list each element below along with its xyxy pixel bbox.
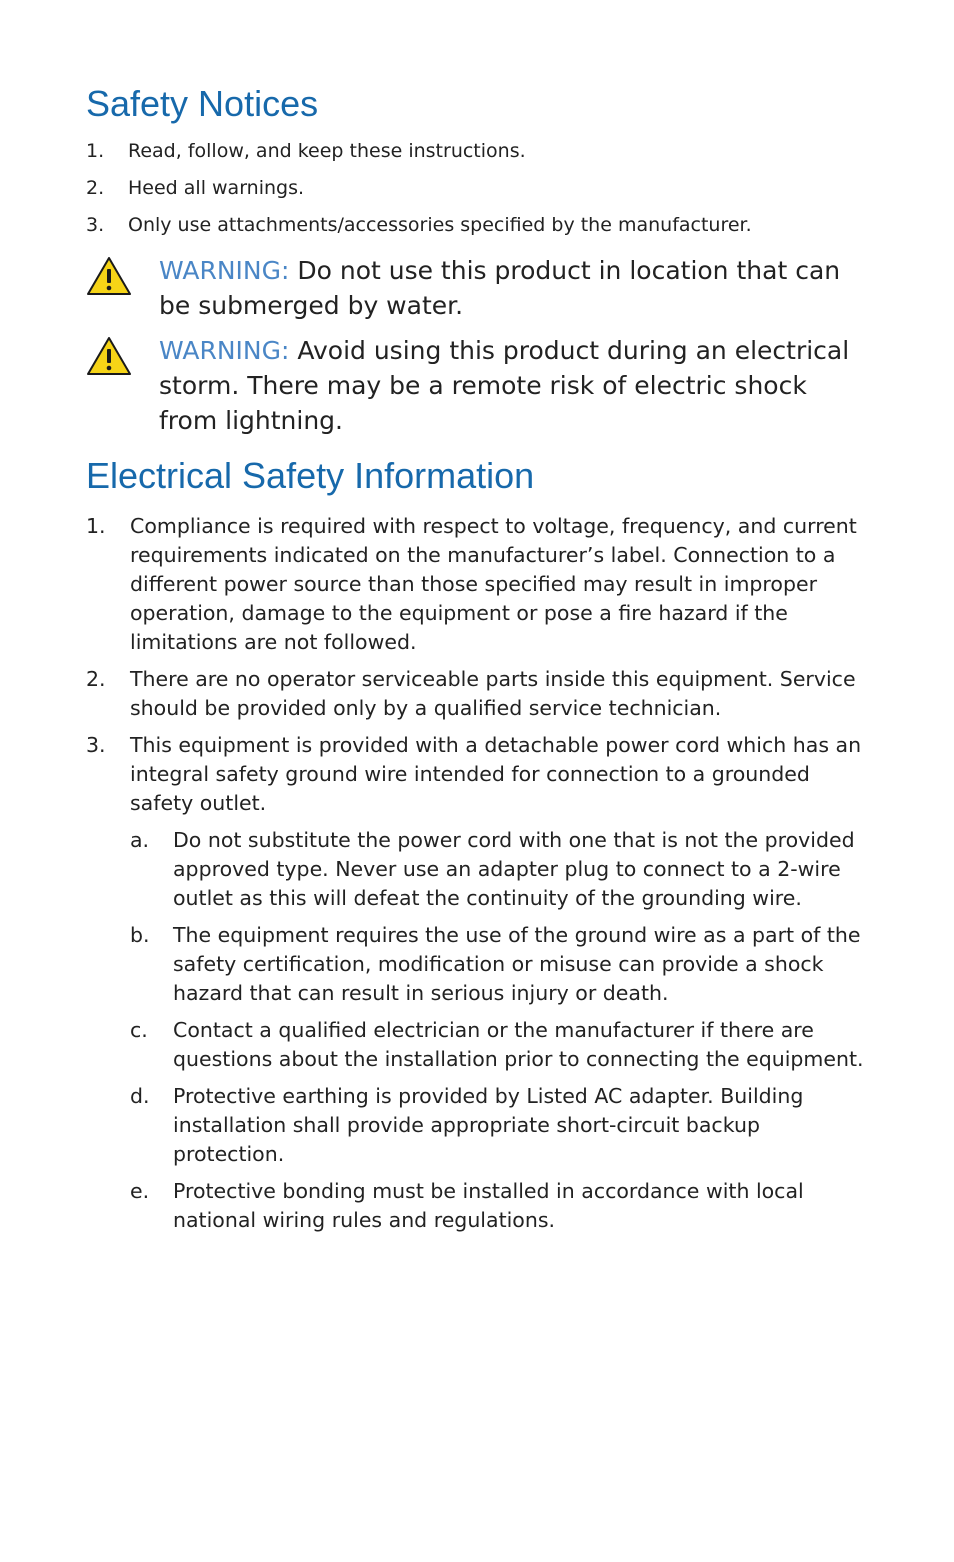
warning-triangle-icon xyxy=(86,256,132,296)
ground-wire-sublist xyxy=(86,826,876,1235)
electrical-safety-list xyxy=(86,512,876,1243)
sub-list-letter: b. xyxy=(130,923,150,947)
sub-list-item xyxy=(130,1082,876,1169)
warning-triangle-icon xyxy=(86,336,132,376)
list-number: 2. xyxy=(86,177,105,199)
list-item xyxy=(86,176,866,200)
warning-label: WARNING: xyxy=(159,256,290,285)
sub-list-letter: c. xyxy=(130,1018,148,1042)
list-text: Heed all warnings. xyxy=(128,177,305,199)
list-item xyxy=(86,665,876,723)
sub-list-text: Protective bonding must be installed in accordance with local national wiring rules and regulations. xyxy=(173,1179,804,1232)
sub-list-letter: d. xyxy=(130,1084,150,1108)
sub-list-letter: e. xyxy=(130,1179,150,1203)
list-text: Only use attachments/accessories specified by the manufacturer. xyxy=(128,214,752,236)
list-number: 3. xyxy=(86,214,105,236)
list-number: 1. xyxy=(86,140,105,162)
list-item xyxy=(86,512,876,657)
list-text: Compliance is required with respect to voltage, frequency, and current requirements indicated on the manufacturer’s label. Connection to a different power source than those specified may result in improper operation, damage to the equipment or pose a fire hazard if the limitations are not followed. xyxy=(130,514,857,654)
list-item xyxy=(86,731,876,1235)
list-number: 3. xyxy=(86,733,106,757)
warning-message: Do not use this product in location that can be submerged by water. xyxy=(159,256,841,320)
sub-list-item xyxy=(130,921,876,1008)
sub-list-text: Do not substitute the power cord with one that is not the provided approved type. Never use an adapter plug to connect to a 2-wire outlet as this will defeat the continuity of the grounding wire. xyxy=(173,828,855,910)
list-text: This equipment is provided with a detachable power cord which has an integral safety ground wire intended for connection to a grounded safety outlet. xyxy=(130,733,862,815)
warning-text xyxy=(159,333,869,438)
list-number: 1. xyxy=(86,514,106,538)
list-item xyxy=(86,139,866,163)
warning-text xyxy=(159,253,869,323)
electrical-safety-heading: Electrical Safety Information xyxy=(86,455,535,496)
sub-list-item xyxy=(130,1016,876,1074)
sub-list-text: Contact a qualified electrician or the manufacturer if there are questions about the installation prior to connecting the equipment. xyxy=(173,1018,864,1071)
safety-instructions-list xyxy=(86,139,866,250)
warning-message: Avoid using this product during an electrical storm. There may be a remote risk of electric shock from lightning. xyxy=(159,336,850,435)
sub-list-text: Protective earthing is provided by Listed AC adapter. Building installation shall provide appropriate short-circuit backup protection. xyxy=(173,1084,804,1166)
sub-list-item xyxy=(130,826,876,913)
list-text: Read, follow, and keep these instructions. xyxy=(128,140,526,162)
sub-list-item xyxy=(130,1177,876,1235)
warning-label: WARNING: xyxy=(159,336,290,365)
list-item xyxy=(86,213,866,237)
sub-list-text: The equipment requires the use of the ground wire as a part of the safety certification, modification or misuse can provide a shock hazard that can result in serious injury or death. xyxy=(173,923,861,1005)
safety-notices-heading: Safety Notices xyxy=(86,83,319,124)
list-text: There are no operator serviceable parts inside this equipment. Service should be provided only by a qualified service technician. xyxy=(130,667,856,720)
list-number: 2. xyxy=(86,667,106,691)
sub-list-letter: a. xyxy=(130,828,150,852)
